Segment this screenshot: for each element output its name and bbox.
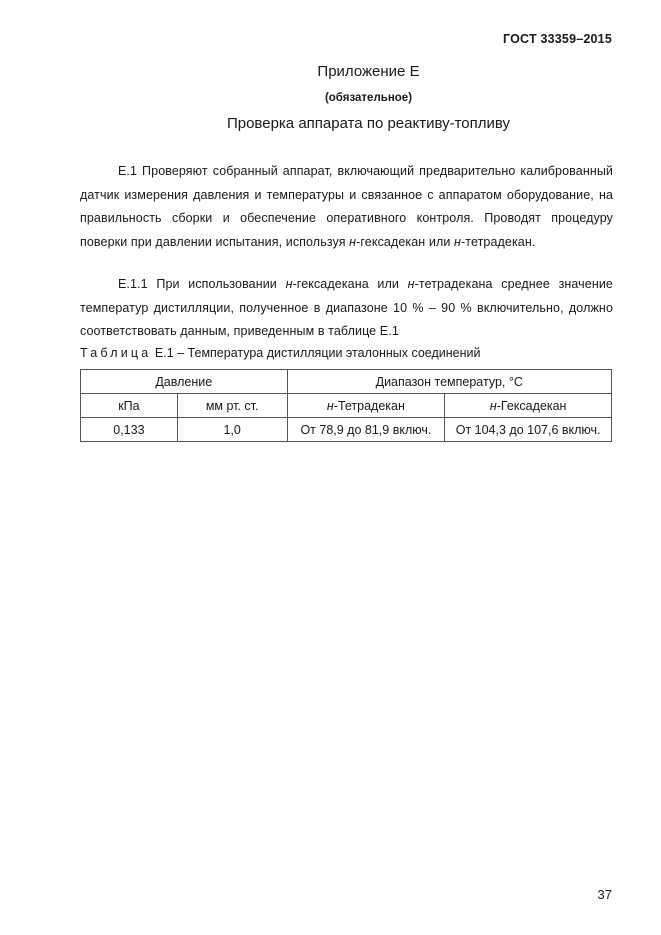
col-hexadecane: [445, 394, 612, 418]
table-row: [81, 418, 612, 442]
n-prefix: н: [489, 398, 497, 413]
col-mmhg: мм рт. ст.: [177, 394, 287, 418]
cell-tetradecane: От 78,9 до 81,9 включ.: [287, 418, 445, 442]
appendix-subject: Проверка аппарата по реактиву-топливу: [226, 115, 511, 132]
cell-hexadecane: От 104,3 до 107,6 включ.: [445, 418, 612, 442]
paragraph-e1-1: [80, 273, 613, 344]
paragraph-e1: [80, 160, 613, 254]
document-id: ГОСТ 33359–2015: [503, 32, 612, 46]
n-prefix: н: [349, 234, 357, 249]
col-tetradecane: [287, 394, 445, 418]
cell-kpa: 0,133: [81, 418, 178, 442]
col-kpa: кПа: [81, 394, 178, 418]
table-caption-text: Е.1 – Температура дистилляции эталонных соединений: [151, 346, 481, 360]
appendix-status: (обязательное): [324, 92, 413, 104]
n-prefix: н: [454, 234, 461, 249]
n-prefix: н: [326, 398, 334, 413]
table-caption: [80, 346, 480, 360]
col-hexadecane-label: -Гексадекан: [496, 398, 567, 413]
header-pressure: Давление: [81, 370, 288, 394]
page-number: 37: [597, 887, 612, 902]
paragraph-e1-text-a: Е.1 Проверяют собранный аппарат, включающий предварительно калиброванный датчик измерения давления и температуры и связанное с аппаратом оборудование, на правильность сборки и обеспечение оперативного контроля. Проводят процедуру поверки при давлении испытания, используя: [80, 164, 613, 249]
paragraph-e1-text-b: -гексадекан или: [356, 234, 455, 249]
table-caption-word: Таблица: [80, 346, 152, 360]
paragraph-e1-text-c: -тетрадекан.: [461, 234, 536, 249]
paragraph-e1-1-text-c: -тетрадекана среднее значение температур дистилляции, полученное в диапазоне 10 % – 90 % включительно, должно соответствовать данным, приведенным в таблице Е.1: [80, 277, 613, 339]
n-prefix: н: [407, 277, 415, 291]
table-header-row: [81, 370, 612, 394]
table-subheader-row: [81, 394, 612, 418]
paragraph-e1-1-text-b: -гексадекана или: [292, 277, 408, 291]
distillation-table: [80, 369, 612, 442]
paragraph-e1-1-text-a: Е.1.1 При использовании: [118, 277, 286, 291]
col-tetradecane-label: -Тетрадекан: [333, 398, 405, 413]
header-temperature-range: Диапазон температур, °С: [287, 370, 611, 394]
n-prefix: н: [285, 277, 293, 291]
cell-mmhg: 1,0: [177, 418, 287, 442]
appendix-title: Приложение Е: [317, 63, 420, 80]
